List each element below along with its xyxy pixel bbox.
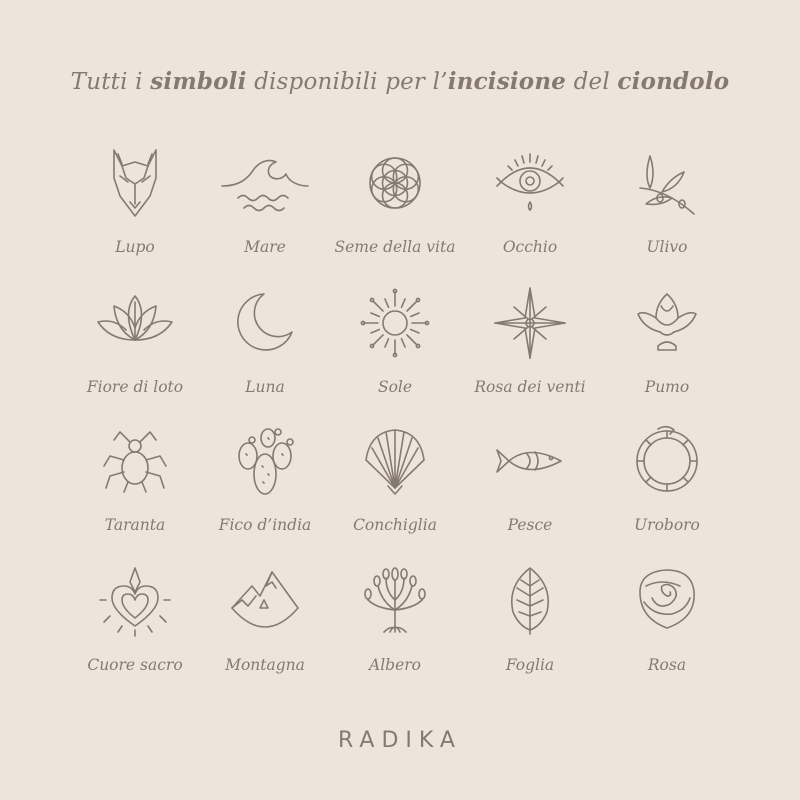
symbol-label: Occhio	[502, 238, 558, 256]
mountain-icon	[230, 566, 300, 636]
symbol-label: Pesce	[507, 516, 553, 534]
brand-logo: RADIKA	[338, 728, 462, 753]
seed-of-life-icon	[360, 148, 430, 218]
symbol-label: Pumo	[644, 378, 690, 396]
symbol-fiore-di-loto	[65, 288, 205, 408]
waves-icon	[230, 148, 300, 218]
title-emphasis: simboli	[150, 68, 247, 95]
shell-icon	[360, 426, 430, 496]
symbol-label: Ulivo	[646, 238, 688, 256]
symbol-cuore-sacro	[65, 566, 205, 686]
symbol-label: Fiore di loto	[86, 378, 184, 396]
moon-icon	[230, 288, 300, 358]
symbol-foglia	[460, 566, 600, 686]
wolf-icon	[100, 148, 170, 218]
eye-icon	[495, 148, 565, 218]
ouroboros-icon	[632, 426, 702, 496]
symbol-label: Fico d’india	[218, 516, 312, 534]
spider-icon	[100, 426, 170, 496]
title-emphasis: incisione	[447, 68, 567, 95]
symbol-label: Uroboro	[634, 516, 700, 534]
rose-icon	[632, 566, 702, 636]
symbol-label: Luna	[245, 378, 285, 396]
symbol-montagna	[195, 566, 335, 686]
symbol-label: Rosa dei venti	[474, 378, 586, 396]
compass-rose-icon	[495, 288, 565, 358]
symbol-lupo	[65, 148, 205, 268]
symbol-label: Lupo	[115, 238, 155, 256]
symbol-luna	[195, 288, 335, 408]
pumo-icon	[632, 288, 702, 358]
symbol-label: Foglia	[505, 656, 555, 674]
symbol-fico-d-india	[195, 426, 335, 546]
symbol-rosa	[597, 566, 737, 686]
prickly-pear-icon	[230, 426, 300, 496]
symbol-taranta	[65, 426, 205, 546]
symbol-pesce	[460, 426, 600, 546]
symbol-conchiglia	[325, 426, 465, 546]
fish-icon	[495, 426, 565, 496]
symbol-label: Conchiglia	[353, 516, 437, 534]
symbol-label: Albero	[369, 656, 421, 674]
leaf-icon	[495, 566, 565, 636]
symbol-pumo	[597, 288, 737, 408]
symbol-mare	[195, 148, 335, 268]
title-part: disponibili per l’	[246, 69, 448, 95]
symbol-ulivo	[597, 148, 737, 268]
symbol-uroboro	[597, 426, 737, 546]
symbol-label: Rosa	[647, 656, 687, 674]
symbol-rosa-dei-venti	[460, 288, 600, 408]
symbol-label: Cuore sacro	[87, 656, 183, 674]
symbol-sole	[325, 288, 465, 408]
title-emphasis: ciondolo	[617, 68, 730, 95]
symbol-label: Mare	[244, 238, 286, 256]
lotus-icon	[100, 288, 170, 358]
symbol-seme-della-vita	[325, 148, 465, 268]
symbol-label: Sole	[377, 378, 413, 396]
symbol-occhio	[460, 148, 600, 268]
symbol-label: Seme della vita	[334, 238, 456, 256]
symbol-label: Montagna	[225, 656, 305, 674]
tree-icon	[360, 566, 430, 636]
symbol-albero	[325, 566, 465, 686]
sacred-heart-icon	[100, 566, 170, 636]
sun-icon	[360, 288, 430, 358]
title-part: del	[566, 69, 618, 95]
olive-branch-icon	[632, 148, 702, 218]
title-part: Tutti i	[70, 69, 151, 95]
symbol-label: Taranta	[104, 516, 166, 534]
